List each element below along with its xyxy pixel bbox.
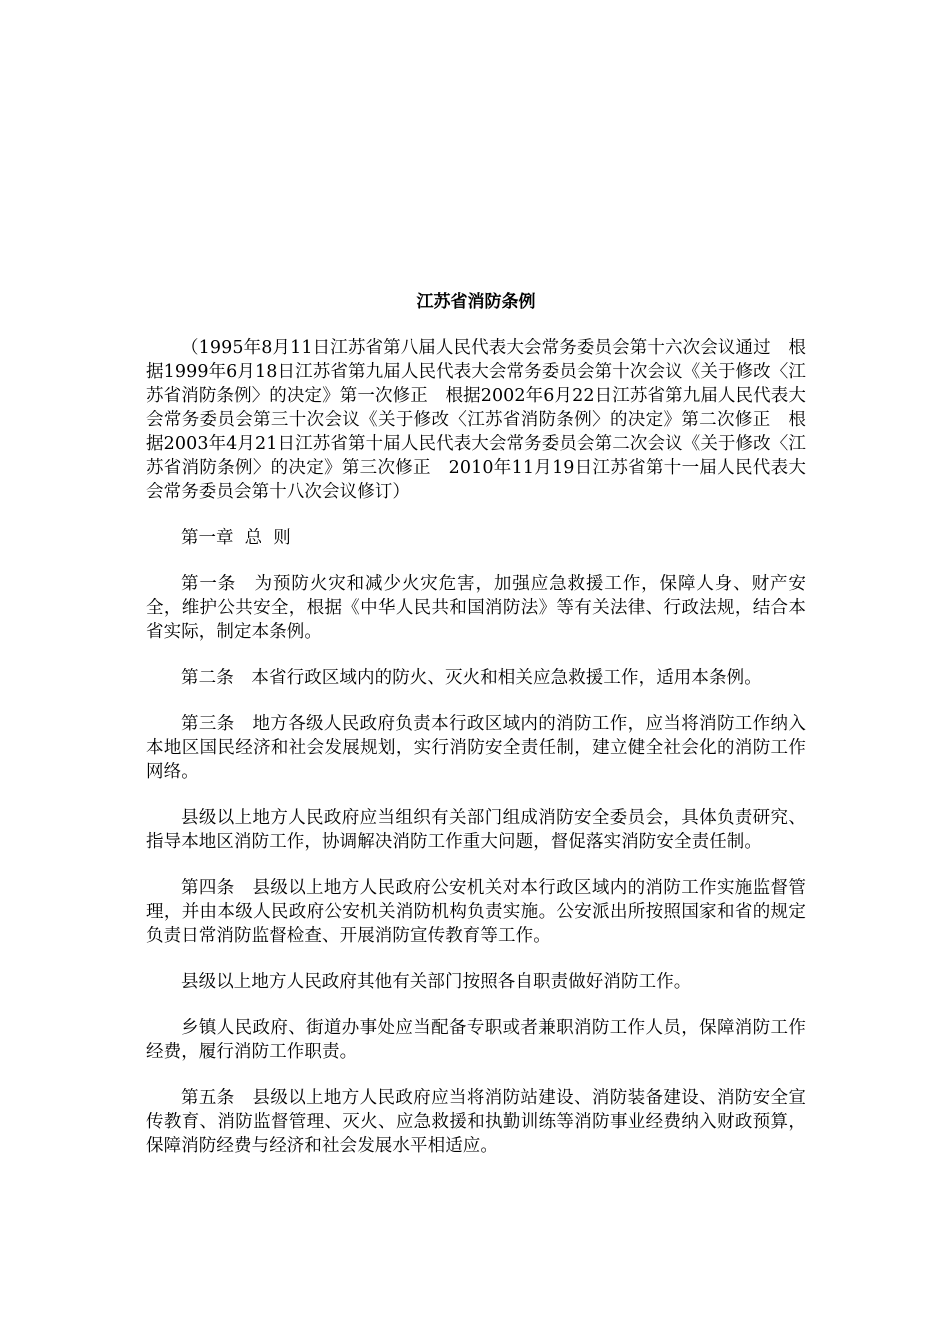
- article-paragraph: 县级以上地方人民政府应当组织有关部门组成消防安全委员会，具体负责研究、指导本地区消防工作，协调解决消防工作重大问题，督促落实消防安全责任制。: [146, 808, 806, 852]
- article-paragraph: 县级以上地方人民政府其他有关部门按照各自职责做好消防工作。: [181, 972, 692, 992]
- document-title: 江苏省消防条例: [416, 292, 536, 312]
- article-paragraph: 第一条 为预防火灾和减少火灾危害，加强应急救援工作，保障人身、财产安全，维护公共安全，根据《中华人民共和国消防法》等有关法律、行政法规，结合本省实际，制定本条例。: [146, 574, 806, 642]
- article-paragraph: 第四条 县级以上地方人民政府公安机关对本行政区域内的消防工作实施监督管理，并由本级人民政府公安机关消防机构负责实施。公安派出所按照国家和省的规定负责日常消防监督检查、开展消防宣传教育等工作。: [146, 878, 806, 946]
- chapter-heading: 第一章 总 则: [181, 528, 291, 548]
- preamble: （1995年8月11日江苏省第八届人民代表大会常务委员会第十六次会议通过 根据1999年6月18日江苏省第九届人民代表大会常务委员会第十次会议《关于修改〈江苏省消防条例〉的决定》第一次修正 根据2002年6月22日江苏省第九届人民代表大会常务委员会第三十次会议《关于修改〈江苏省消防条例〉的决定》第二次修正 根据2003年4月21日江苏省第十届人民代表大会常务委员会第二次会议《关于修改〈江苏省消防条例〉的决定》第三次修正 2010年11月19日江苏省第十一届人民代表大会常务委员会第十八次会议修订）: [146, 338, 806, 502]
- document-page: [146, 290, 806, 1180]
- article-paragraph: 第二条 本省行政区域内的防火、灭火和相关应急救援工作，适用本条例。: [181, 668, 762, 688]
- article-paragraph: 乡镇人民政府、街道办事处应当配备专职或者兼职消防工作人员，保障消防工作经费，履行消防工作职责。: [146, 1018, 806, 1062]
- article-paragraph: 第五条 县级以上地方人民政府应当将消防站建设、消防装备建设、消防安全宣传教育、消防监督管理、灭火、应急救援和执勤训练等消防事业经费纳入财政预算，保障消防经费与经济和社会发展水平相适应。: [146, 1088, 806, 1156]
- article-paragraph: 第三条 地方各级人民政府负责本行政区域内的消防工作，应当将消防工作纳入本地区国民经济和社会发展规划，实行消防安全责任制，建立健全社会化的消防工作网络。: [146, 714, 806, 782]
